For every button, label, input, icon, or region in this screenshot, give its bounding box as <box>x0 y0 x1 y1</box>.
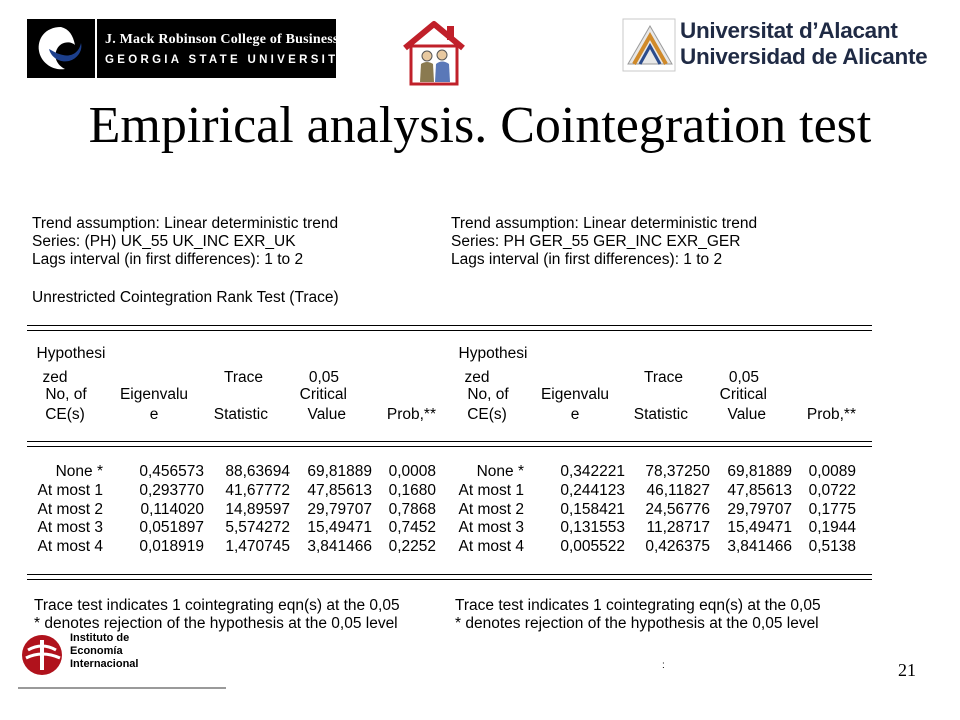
iei-line-2: Economía <box>70 645 123 657</box>
trace-statistic-cell: 0,426375 <box>645 538 710 555</box>
eigenvalue-cell: 0,131553 <box>560 519 625 536</box>
page-number: 21 <box>898 660 916 680</box>
right-header-eigenvalue-1: Eigenvalu <box>540 386 610 403</box>
left-trend-assumption: Trend assumption: Linear deterministic trend <box>32 215 339 232</box>
right-note-trace-test: Trace test indicates 1 cointegrating eqn(s) at the 0,05 <box>455 597 821 614</box>
iei-line-1: Instituto de <box>70 632 130 644</box>
table-top-rule-1 <box>27 325 872 326</box>
hypothesis-cell: At most 4 <box>37 538 103 555</box>
critical-value-cell: 47,85613 <box>727 482 792 499</box>
trace-statistic-cell: 24,56776 <box>645 501 710 518</box>
right-header-critical-2: Value <box>727 406 766 423</box>
hypothesis-cell: At most 1 <box>37 482 103 499</box>
left-header-ce: CE(s) <box>45 406 85 423</box>
right-header-trace-1: Trace <box>643 369 683 386</box>
trace-statistic-cell: 14,89597 <box>225 501 290 518</box>
hypothesis-cell: At most 4 <box>458 538 524 555</box>
eigenvalue-cell: 0,244123 <box>560 482 625 499</box>
iei-line-3: Internacional <box>70 658 139 670</box>
trace-statistic-cell: 1,470745 <box>225 538 290 555</box>
gsu-college-name: J. Mack Robinson College of Business <box>105 31 339 47</box>
gsu-logo <box>27 19 350 78</box>
eigenvalue-cell: 0,456573 <box>139 463 204 480</box>
right-note-rejection: * denotes rejection of the hypothesis at the 0,05 level <box>455 615 819 632</box>
probability-cell: 0,0722 <box>808 482 856 499</box>
critical-value-cell: 15,49471 <box>307 519 372 536</box>
left-header-eigenvalue-2: e <box>149 406 159 423</box>
left-series: Series: (PH) UK_55 UK_INC EXR_UK <box>32 233 296 250</box>
right-header-critical-1: Critical <box>719 386 767 403</box>
hypothesis-cell: At most 1 <box>458 482 524 499</box>
eigenvalue-cell: 0,005522 <box>560 538 625 555</box>
probability-cell: 0,5138 <box>808 538 856 555</box>
critical-value-cell: 3,841466 <box>307 538 372 555</box>
eigenvalue-cell: 0,293770 <box>139 482 204 499</box>
gsu-university-name: GEORGIA STATE UNIVERSITY <box>105 53 350 66</box>
iei-logo-icon <box>18 630 68 680</box>
eigenvalue-cell: 0,342221 <box>560 463 625 480</box>
probability-cell: 0,0008 <box>388 463 436 480</box>
right-header-no-of: No, of <box>467 386 509 403</box>
right-header-trace-2: Statistic <box>633 406 688 423</box>
eigenvalue-cell: 0,018919 <box>139 538 204 555</box>
right-header-hypothesized-2: zed <box>464 369 490 386</box>
trace-statistic-cell: 11,28717 <box>646 519 710 536</box>
hypothesis-cell: At most 2 <box>37 501 103 518</box>
iei-text <box>70 632 138 671</box>
right-header-ce: CE(s) <box>467 406 507 423</box>
critical-value-cell: 29,79707 <box>307 501 372 518</box>
hypothesis-cell: None * <box>55 463 103 480</box>
probability-cell: 0,0089 <box>808 463 856 480</box>
gsu-emblem-icon <box>27 19 97 78</box>
table-mid-rule-2 <box>27 446 872 447</box>
critical-value-cell: 3,841466 <box>727 538 792 555</box>
left-header-trace-1: Trace <box>223 369 263 386</box>
eigenvalue-cell: 0,051897 <box>139 519 204 536</box>
test-name: Unrestricted Cointegration Rank Test (Trace) <box>32 289 339 306</box>
footer-divider <box>18 687 226 689</box>
right-lags-interval: Lags interval (in first differences): 1 to 2 <box>451 251 723 268</box>
probability-cell: 0,7868 <box>388 501 436 518</box>
ua-name-valencian: Universitat d’Alacant <box>680 18 898 43</box>
probability-cell: 0,7452 <box>388 519 436 536</box>
right-trend-assumption: Trend assumption: Linear deterministic trend <box>451 215 758 232</box>
critical-value-cell: 47,85613 <box>307 482 372 499</box>
footer-mark: : <box>662 660 665 671</box>
eigenvalue-cell: 0,114020 <box>140 501 204 518</box>
left-header-critical-2: Value <box>307 406 346 423</box>
critical-value-cell: 69,81889 <box>307 463 372 480</box>
right-header-hypothesized-1: Hypothesi <box>458 345 528 362</box>
probability-cell: 0,2252 <box>388 538 436 555</box>
left-header-no-of: No, of <box>45 386 87 403</box>
left-header-hypothesized-1: Hypothesi <box>36 345 106 362</box>
gsu-text <box>97 32 349 66</box>
house-elderly-couple-icon <box>399 18 469 86</box>
critical-value-cell: 29,79707 <box>727 501 792 518</box>
left-lags-interval: Lags interval (in first differences): 1 to 2 <box>32 251 304 268</box>
page-title: Empirical analysis. Cointegration test <box>88 97 872 154</box>
left-header-critical-0: 0,05 <box>308 369 339 386</box>
right-header-prob: Prob,** <box>806 406 856 423</box>
trace-statistic-cell: 5,574272 <box>225 519 290 536</box>
critical-value-cell: 15,49471 <box>727 519 792 536</box>
ua-name-spanish: Universidad de Alicante <box>680 44 928 69</box>
critical-value-cell: 69,81889 <box>727 463 792 480</box>
right-header-critical-0: 0,05 <box>728 369 759 386</box>
table-bottom-rule-2 <box>27 579 872 580</box>
ua-emblem-icon <box>622 18 678 74</box>
right-header-eigenvalue-2: e <box>570 406 580 423</box>
eigenvalue-cell: 0,158421 <box>560 501 625 518</box>
probability-cell: 0,1680 <box>388 482 436 499</box>
table-bottom-rule-1 <box>27 574 872 575</box>
hypothesis-cell: At most 3 <box>37 519 103 536</box>
ua-text <box>680 18 927 70</box>
trace-statistic-cell: 88,63694 <box>225 463 290 480</box>
hypothesis-cell: At most 2 <box>458 501 524 518</box>
left-header-prob: Prob,** <box>386 406 436 423</box>
right-series: Series: PH GER_55 GER_INC EXR_GER <box>451 233 741 250</box>
hypothesis-cell: At most 3 <box>458 519 524 536</box>
left-header-trace-2: Statistic <box>213 406 268 423</box>
trace-statistic-cell: 41,67772 <box>225 482 290 499</box>
left-header-eigenvalue-1: Eigenvalu <box>119 386 189 403</box>
probability-cell: 0,1775 <box>808 501 856 518</box>
table-mid-rule-1 <box>27 441 872 442</box>
left-header-critical-1: Critical <box>299 386 347 403</box>
hypothesis-cell: None * <box>476 463 524 480</box>
left-note-trace-test: Trace test indicates 1 cointegrating eqn(s) at the 0,05 <box>34 597 400 614</box>
left-header-hypothesized-2: zed <box>42 369 68 386</box>
trace-statistic-cell: 46,11827 <box>646 482 710 499</box>
trace-statistic-cell: 78,37250 <box>645 463 710 480</box>
probability-cell: 0,1944 <box>808 519 856 536</box>
table-top-rule-2 <box>27 330 872 331</box>
left-note-rejection: * denotes rejection of the hypothesis at the 0,05 level <box>34 615 398 632</box>
